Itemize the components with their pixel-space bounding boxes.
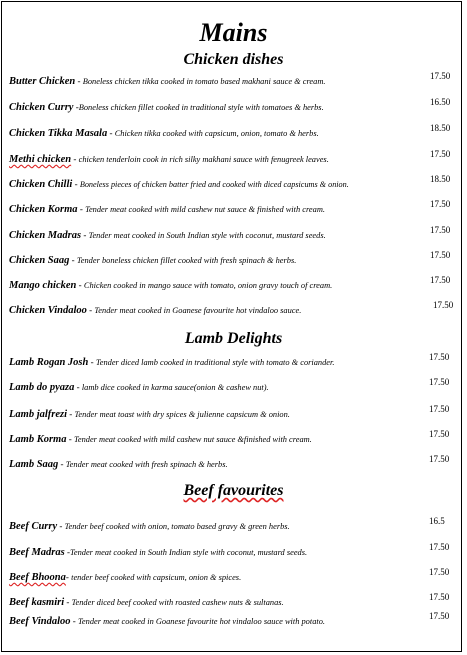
- dish-description: Chicken cooked in mango sauce with tomato, onion gravy touch of cream.: [83, 281, 333, 290]
- dish-separator: -: [72, 179, 80, 189]
- dish-price: 17.50: [430, 225, 451, 235]
- dish-description: Tender meat cooked with mild cashew nut sauce &finished with cream.: [73, 435, 312, 444]
- dish-price: 17.50: [433, 300, 454, 310]
- dish-description: Tender meat cooked with mild cashew nut sauce & finished with cream.: [85, 205, 325, 214]
- dish-description: chicken tenderloin cook in rich silky makhani sauce with fenugreek leaves.: [78, 155, 329, 164]
- dish-name: Chicken Madras: [9, 230, 82, 241]
- dish-name: Chicken Vindaloo: [9, 305, 87, 316]
- dish-description: Boneless pieces of chicken batter fried and cooked with diced capsicums & onion.: [79, 180, 349, 189]
- dish-name: Chicken Curry: [9, 102, 74, 113]
- dish-price: 17.50: [429, 592, 450, 602]
- dish-name: Beef Bhoona: [9, 572, 66, 583]
- section-heading-chicken: Chicken dishes: [183, 51, 284, 68]
- menu-item: [9, 199, 455, 213]
- menu-item: [9, 300, 455, 314]
- dish-name: Beef Madras: [9, 547, 65, 558]
- menu-item: [9, 275, 455, 289]
- dish-name: Chicken Chilli: [9, 179, 73, 190]
- dish-name: Beef Curry: [9, 521, 58, 532]
- menu-item: [9, 454, 455, 468]
- dish-price: 17.50: [430, 71, 451, 81]
- dish-separator: -: [81, 230, 89, 240]
- dish-name: Methi chicken: [9, 154, 72, 165]
- dish-name: Lamb jalfrezi: [9, 409, 68, 420]
- menu-item: [9, 71, 455, 85]
- dish-price: 17.50: [429, 542, 450, 552]
- dish-name: Lamb Rogan Josh: [9, 357, 89, 368]
- section-heading-beef: [0, 482, 467, 500]
- dish-separator: -: [86, 305, 95, 315]
- dish-separator: -: [76, 280, 84, 290]
- section-heading-lamb: Lamb Delights: [184, 330, 283, 347]
- menu-item: [9, 611, 455, 625]
- dish-price: 16.50: [430, 97, 451, 107]
- dish-price: 17.50: [429, 377, 450, 387]
- dish-separator: -: [67, 409, 75, 419]
- dish-separator: -: [74, 382, 82, 392]
- dish-separator: -: [75, 76, 83, 86]
- dish-description: Tender meat cooked in South Indian style with coconut, mustard seeds.: [88, 231, 326, 240]
- dish-separator: -: [77, 204, 86, 214]
- dish-description: Chicken tikka cooked with capsicum, onion, tomato & herbs.: [114, 129, 319, 138]
- dish-separator: -: [88, 357, 96, 367]
- dish-price: 17.50: [429, 611, 450, 621]
- dish-separator: -: [58, 459, 66, 469]
- dish-name: Beef kasmiri: [9, 597, 65, 608]
- dish-name: Chicken Saag: [9, 255, 70, 266]
- dish-separator: -: [65, 572, 72, 582]
- dish-name: Chicken Korma: [9, 204, 78, 215]
- menu-item: [9, 250, 455, 264]
- dish-price: 16.5: [429, 516, 445, 526]
- dish-separator: -: [69, 255, 77, 265]
- dish-description: Tender beef cooked with onion, tomato based gravy & green herbs.: [64, 522, 290, 531]
- dish-name: Chicken Tikka Masala: [9, 128, 108, 139]
- menu-item: [9, 567, 455, 581]
- dish-description: Tender meat cooked with fresh spinach & herbs.: [65, 460, 228, 469]
- dish-name: Lamb Saag: [9, 459, 59, 470]
- menu-item: [9, 149, 455, 163]
- menu-item: [9, 97, 455, 111]
- menu-item: [9, 377, 455, 391]
- dish-separator: -: [57, 521, 65, 531]
- dish-price: 17.50: [430, 250, 451, 260]
- dish-description: Tender meat cooked in South Indian style with coconut, mustard seeds.: [69, 548, 308, 557]
- dish-price: 17.50: [430, 149, 451, 159]
- dish-description: Tender meat toast with dry spices & julienne capsicum & onion.: [74, 410, 290, 419]
- dish-separator: -: [107, 128, 115, 138]
- dish-description: Tender diced beef cooked with roasted cashew nuts & sultanas.: [71, 598, 284, 607]
- menu-item: [9, 225, 455, 239]
- page-title: Mains: [199, 18, 268, 47]
- menu-item: [9, 352, 455, 366]
- menu-item: [9, 592, 455, 606]
- menu-item: [9, 429, 455, 443]
- dish-name: Lamb Korma: [9, 434, 67, 445]
- dish-description: tender beef cooked with capsicum, onion & spices.: [71, 573, 242, 582]
- dish-price: 17.50: [429, 429, 450, 439]
- menu-item: [9, 542, 455, 556]
- dish-description: Boneless chicken tikka cooked in tomato based makhani sauce & cream.: [82, 77, 326, 86]
- dish-name: Butter Chicken: [9, 76, 76, 87]
- dish-price: 17.50: [430, 199, 451, 209]
- menu-item: [9, 404, 455, 418]
- dish-price: 18.50: [430, 174, 451, 184]
- menu-item: [9, 123, 455, 137]
- dish-separator: -: [73, 102, 79, 112]
- dish-name: Mango chicken: [9, 280, 77, 291]
- dish-price: 17.50: [429, 454, 450, 464]
- dish-price: 18.50: [430, 123, 451, 133]
- menu-item: [9, 516, 455, 530]
- dish-name: Beef Vindaloo: [9, 616, 71, 627]
- dish-separator: -: [64, 597, 72, 607]
- dish-description: Tender diced lamb cooked in traditional style with tomato & coriander.: [95, 358, 335, 367]
- dish-price: 17.50: [429, 352, 450, 362]
- dish-description: lamb dice cooked in karma sauce(onion & cashew nut).: [81, 383, 269, 392]
- dish-separator: -: [71, 154, 79, 164]
- dish-separator: -: [66, 434, 74, 444]
- section-heading-beef-text: Beef favourites: [183, 482, 284, 499]
- menu-item: [9, 174, 455, 188]
- dish-description: Tender meat cooked in Goanese favourite hot vindaloo sauce.: [94, 306, 302, 315]
- dish-separator: -: [70, 616, 79, 626]
- dish-name: Lamb do pyaza: [9, 382, 75, 393]
- dish-description: Tender meat cooked in Goanese favourite hot vindaloo sauce with potato.: [78, 617, 325, 626]
- dish-price: 17.50: [429, 404, 450, 414]
- dish-price: 17.50: [429, 567, 450, 577]
- dish-description: Boneless chicken fillet cooked in traditional style with tomatoes & herbs.: [78, 103, 324, 112]
- dish-price: 17.50: [430, 275, 451, 285]
- dish-description: Tender boneless chicken fillet cooked with fresh spinach & herbs.: [76, 256, 297, 265]
- dish-separator: -: [64, 547, 70, 557]
